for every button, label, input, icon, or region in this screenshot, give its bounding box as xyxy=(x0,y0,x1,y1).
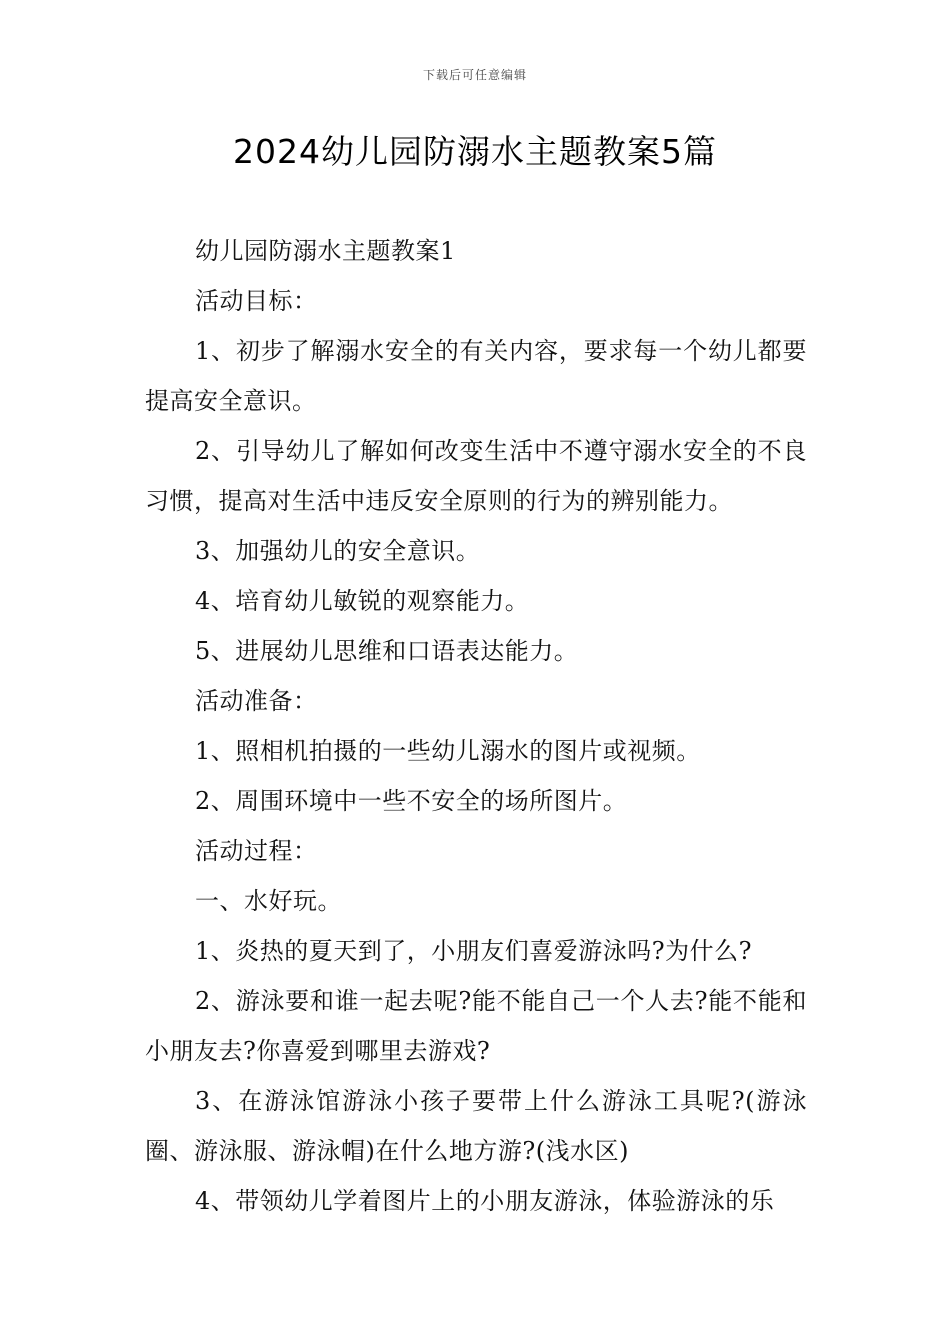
document-title: 2024幼儿园防溺水主题教案5篇 xyxy=(233,132,717,171)
header-note: 下载后可任意编辑 xyxy=(422,68,527,82)
paragraph: 活动过程： xyxy=(195,837,318,865)
paragraph: 活动准备： xyxy=(195,687,318,715)
paragraph: 3、加强幼儿的安全意识。 xyxy=(195,537,481,565)
paragraph: 2、引导幼儿了解如何改变生活中不遵守溺水安全的不良习惯，提高对生活中违反安全原则的行为的辨别能力。 xyxy=(145,437,807,515)
section-heading: 幼儿园防溺水主题教案1 xyxy=(195,237,456,265)
paragraph: 1、初步了解溺水安全的有关内容，要求每一个幼儿都要提高安全意识。 xyxy=(145,337,807,415)
document-body xyxy=(145,226,807,1226)
paragraph: 4、带领幼儿学着图片上的小朋友游泳，体验游泳的乐 xyxy=(195,1187,775,1215)
paragraph: 活动目标： xyxy=(195,287,318,315)
paragraph: 2、游泳要和谁一起去呢?能不能自己一个人去?能不能和小朋友去?你喜爱到哪里去游戏? xyxy=(145,987,807,1065)
paragraph: 3、在游泳馆游泳小孩子要带上什么游泳工具呢?(游泳圈、游泳服、游泳帽)在什么地方游?(浅水区) xyxy=(145,1087,807,1165)
paragraph: 4、培育幼儿敏锐的观察能力。 xyxy=(195,587,530,615)
paragraph: 1、炎热的夏天到了，小朋友们喜爱游泳吗?为什么? xyxy=(195,937,753,965)
paragraph: 5、进展幼儿思维和口语表达能力。 xyxy=(195,637,579,665)
paragraph: 一、水好玩。 xyxy=(195,887,342,915)
paragraph: 1、照相机拍摄的一些幼儿溺水的图片或视频。 xyxy=(195,737,701,765)
paragraph: 2、周围环境中一些不安全的场所图片。 xyxy=(195,787,628,815)
